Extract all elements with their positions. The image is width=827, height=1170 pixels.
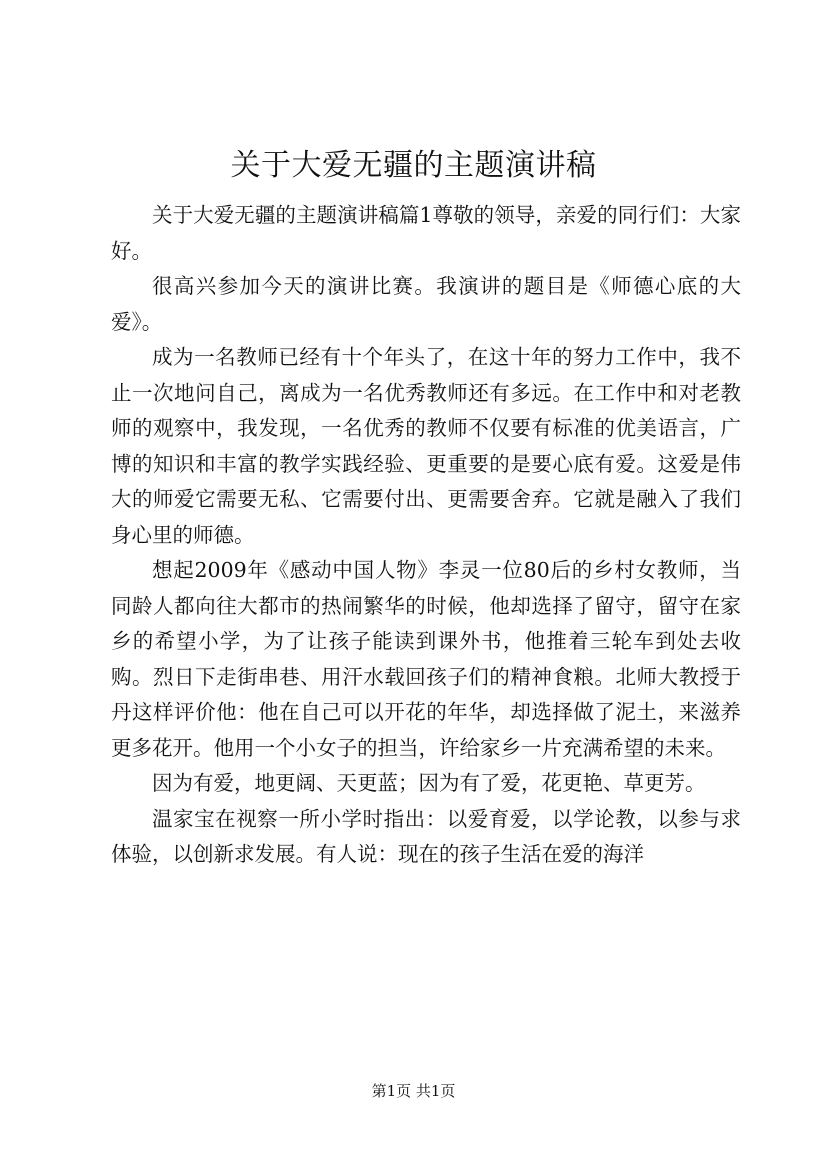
paragraph: 关于大爱无疆的主题演讲稿篇1尊敬的领导，亲爱的同行们：大家好。 [111,203,741,263]
paragraph: 成为一名教师已经有十个年头了，在这十年的努力工作中，我不止一次地问自己，离成为一名优秀教师还有多远。在工作中和对老教师的观察中，我发现，一名优秀的教师不仅要有标准的优美语言，广博的知识和丰富的教学实践经验、更重要的是要心底有爱。这爱是伟大的师爱它需要无私、它需要付出、更需要舍弃。它就是融入了我们身心里的师德。 [111,345,741,547]
paragraph: 温家宝在视察一所小学时指出：以爱育爱，以学论教，以参与求体验，以创新求发展。有人说：现在的孩子生活在爱的海洋 [111,806,741,866]
paragraph: 很高兴参加今天的演讲比赛。我演讲的题目是《师德心底的大爱》。 [111,274,741,334]
document-title: 关于大爱无疆的主题演讲稿 [230,148,597,183]
page-footer: 第1页 共1页 [371,1082,456,1100]
document-body [111,198,741,873]
paragraph: 因为有爱，地更阔、天更蓝；因为有了爱，花更艳、草更芳。 [152,771,706,795]
paragraph: 想起2009年《感动中国人物》李灵一位80后的乡村女教师，当同龄人都向往大都市的热闹繁华的时候，他却选择了留守，留守在家乡的希望小学，为了让孩子能读到课外书，他推着三轮车到处去收购。烈日下走街串巷、用汗水载回孩子们的精神食粮。北师大教授于丹这样评价他：他在自己可以开花的年华，却选择做了泥土，来滋养更多花开。他用一个小女子的担当，许给家乡一片充满希望的未来。 [111,558,741,760]
